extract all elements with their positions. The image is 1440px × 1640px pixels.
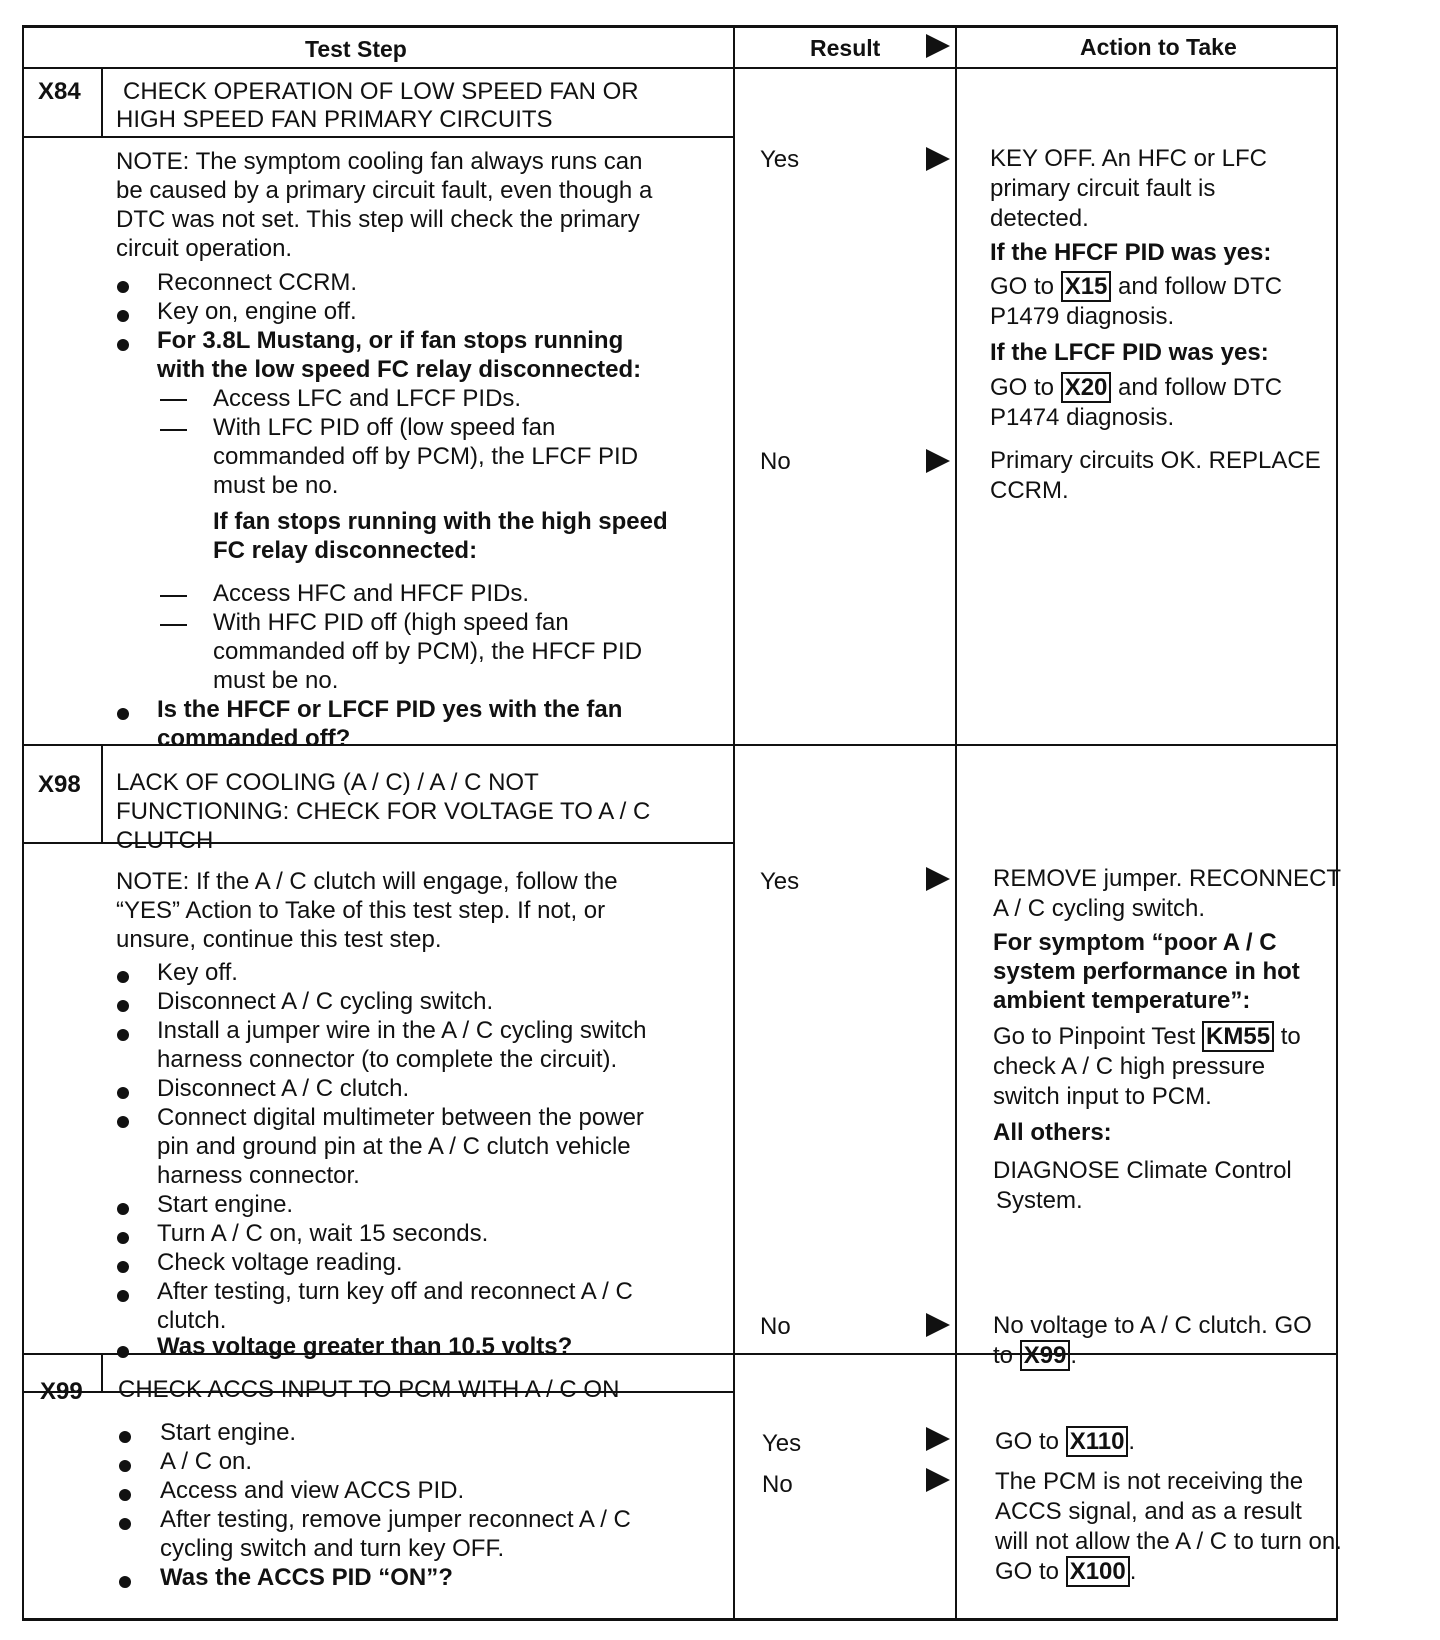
action-text: The PCM is not receiving the: [995, 1468, 1304, 1495]
action-go: [995, 1557, 1136, 1587]
instruction: pin and ground pin at the A / C clutch vehicle: [157, 1133, 631, 1160]
result-yes: Yes: [760, 868, 800, 895]
instruction: Key off.: [157, 959, 238, 986]
instruction: Disconnect A / C clutch.: [157, 1075, 410, 1102]
action-text: detected.: [990, 205, 1089, 232]
result-no: No: [760, 1313, 791, 1340]
step-title: FUNCTIONING: CHECK FOR VOLTAGE TO A / C: [116, 798, 651, 825]
action-text: will not allow the A / C to turn on.: [995, 1528, 1342, 1555]
result-no: No: [760, 448, 791, 475]
action-text: Primary circuits OK. REPLACE: [990, 447, 1321, 474]
sub-instruction: must be no.: [213, 667, 339, 694]
action-go-suffix: .: [1128, 1428, 1136, 1455]
step-reference-link[interactable]: X110: [1066, 1426, 1129, 1457]
action-text: DIAGNOSE Climate Control: [993, 1157, 1292, 1184]
step-title: CLUTCH: [116, 827, 214, 854]
step-question: commanded off?: [157, 725, 351, 752]
step-id: X98: [38, 771, 81, 798]
table-border-right: [1336, 25, 1338, 1620]
bullet-icon: [117, 1261, 129, 1273]
action-go-suffix: and follow DTC: [1111, 273, 1283, 300]
action-go-prefix: GO to: [995, 1428, 1066, 1455]
bullet-icon: [119, 1460, 131, 1472]
action-go-prefix: GO to: [995, 1558, 1066, 1585]
action-text: primary circuit fault is: [990, 175, 1216, 202]
action-go: [990, 373, 1282, 403]
action-text: P1474 diagnosis.: [990, 404, 1175, 431]
action-go-suffix: to: [1274, 1023, 1301, 1050]
bullet-icon: [119, 1489, 131, 1501]
dash-icon: [160, 624, 187, 626]
action-go: [993, 1341, 1077, 1371]
condition-heading: FC relay disconnected:: [213, 537, 478, 564]
header-divider: [22, 67, 1338, 69]
table-border-top: [22, 25, 1338, 28]
step-note: circuit operation.: [116, 235, 293, 262]
bullet-icon: [117, 1232, 129, 1244]
instruction: A / C on.: [160, 1448, 253, 1475]
bullet-icon: [117, 1116, 129, 1128]
bullet-icon: [117, 1000, 129, 1012]
arrow-icon: [926, 1468, 950, 1492]
bullet-icon: [117, 1346, 129, 1358]
action-text: check A / C high pressure: [993, 1053, 1266, 1080]
action-go: [993, 1022, 1301, 1052]
header-result: Result: [810, 35, 881, 61]
instruction: harness connector.: [157, 1162, 360, 1189]
instruction: cycling switch and turn key OFF.: [160, 1535, 505, 1562]
instruction: Start engine.: [157, 1191, 294, 1218]
step-title: CHECK OPERATION OF LOW SPEED FAN OR: [123, 78, 639, 105]
step-question: Is the HFCF or LFCF PID yes with the fan: [157, 696, 623, 723]
x84-title-divider: [22, 136, 735, 138]
action-text: CCRM.: [990, 477, 1069, 504]
sub-instruction: Access HFC and HFCF PIDs.: [213, 580, 530, 607]
step-title: HIGH SPEED FAN PRIMARY CIRCUITS: [116, 106, 553, 133]
instruction: Access and view ACCS PID.: [160, 1477, 465, 1504]
condition-heading: If fan stops running with the high speed: [213, 508, 668, 535]
step-question: Was the ACCS PID “ON”?: [160, 1564, 453, 1591]
action-go-prefix: Go to Pinpoint Test: [993, 1023, 1203, 1050]
step-id: X99: [40, 1378, 83, 1405]
bullet-icon: [117, 1203, 129, 1215]
action-condition: system performance in hot: [993, 958, 1300, 985]
action-text: P1479 diagnosis.: [990, 303, 1175, 330]
bullet-icon: [117, 310, 129, 322]
action-go: [995, 1427, 1135, 1457]
arrow-icon: [926, 1313, 950, 1337]
action-condition: All others:: [993, 1119, 1112, 1146]
bullet-icon: [117, 1290, 129, 1302]
header-arrow-icon: [926, 34, 950, 58]
action-text: KEY OFF. An HFC or LFC: [990, 145, 1267, 172]
action-go-suffix: .: [1129, 1558, 1137, 1585]
dash-icon: [160, 399, 187, 401]
bullet-icon: [119, 1431, 131, 1443]
instruction: Reconnect CCRM.: [157, 269, 358, 296]
instruction: Start engine.: [160, 1419, 297, 1446]
step-note: NOTE: If the A / C clutch will engage, follow the: [116, 868, 618, 895]
condition-heading: with the low speed FC relay disconnected:: [157, 356, 642, 383]
instruction: Install a jumper wire in the A / C cycling switch: [157, 1017, 647, 1044]
instruction: After testing, remove jumper reconnect A / C: [160, 1506, 631, 1533]
arrow-icon: [926, 449, 950, 473]
x84-id-divider: [101, 67, 103, 138]
bullet-icon: [117, 1029, 129, 1041]
sub-instruction: With HFC PID off (high speed fan: [213, 609, 569, 636]
arrow-icon: [926, 1427, 950, 1451]
instruction: Disconnect A / C cycling switch.: [157, 988, 494, 1015]
step-reference-link[interactable]: X100: [1066, 1556, 1130, 1587]
arrow-icon: [926, 147, 950, 171]
result-column-divider: [733, 25, 735, 1620]
arrow-icon: [926, 867, 950, 891]
condition-heading: For 3.8L Mustang, or if fan stops running: [157, 327, 624, 354]
action-condition: ambient temperature”:: [993, 987, 1251, 1014]
instruction: Key on, engine off.: [157, 298, 357, 325]
step-note: NOTE: The symptom cooling fan always runs can: [116, 148, 643, 175]
bullet-icon: [117, 281, 129, 293]
dash-icon: [160, 595, 187, 597]
bullet-icon: [117, 1087, 129, 1099]
instruction: harness connector (to complete the circuit).: [157, 1046, 618, 1073]
action-text: No voltage to A / C clutch. GO: [993, 1312, 1312, 1339]
sub-instruction: With LFC PID off (low speed fan: [213, 414, 556, 441]
step-reference-link[interactable]: X20: [1061, 372, 1112, 403]
action-text: switch input to PCM.: [993, 1083, 1212, 1110]
sub-instruction: commanded off by PCM), the HFCF PID: [213, 638, 643, 665]
header-action: Action to Take: [1080, 34, 1237, 60]
step-note: be caused by a primary circuit fault, even though a: [116, 177, 653, 204]
step-note: unsure, continue this test step.: [116, 926, 442, 953]
x99-id-divider: [101, 1353, 103, 1393]
result-yes: Yes: [760, 146, 800, 173]
bullet-icon: [119, 1576, 131, 1588]
bullet-icon: [117, 708, 129, 720]
instruction: Turn A / C on, wait 15 seconds.: [157, 1220, 489, 1247]
action-text: A / C cycling switch.: [993, 895, 1206, 922]
step-reference-link[interactable]: KM55: [1202, 1021, 1274, 1052]
step-note: DTC was not set. This step will check the primary: [116, 206, 640, 233]
action-condition: For symptom “poor A / C: [993, 929, 1277, 956]
step-reference-link[interactable]: X99: [1020, 1340, 1071, 1371]
instruction: Connect digital multimeter between the power: [157, 1104, 644, 1131]
step-reference-link[interactable]: X15: [1061, 271, 1112, 302]
instruction: clutch.: [157, 1307, 227, 1334]
step-question: Was voltage greater than 10.5 volts?: [157, 1333, 573, 1360]
sub-instruction: commanded off by PCM), the LFCF PID: [213, 443, 639, 470]
action-text: ACCS signal, and as a result: [995, 1498, 1302, 1525]
action-condition: If the HFCF PID was yes:: [990, 239, 1272, 266]
instruction: Check voltage reading.: [157, 1249, 403, 1276]
step-title: LACK OF COOLING (A / C) / A / C NOT: [116, 769, 539, 796]
sub-instruction: must be no.: [213, 472, 339, 499]
action-go-suffix: .: [1070, 1342, 1078, 1369]
result-no: No: [762, 1471, 793, 1498]
table-border-bottom: [22, 1618, 1338, 1621]
sub-instruction: Access LFC and LFCF PIDs.: [213, 385, 522, 412]
bullet-icon: [117, 339, 129, 351]
result-yes: Yes: [762, 1430, 802, 1457]
action-text: System.: [996, 1187, 1083, 1214]
step-note: “YES” Action to Take of this test step. If not, or: [116, 897, 606, 924]
action-go-prefix: to: [993, 1342, 1020, 1369]
header-test-step: Test Step: [305, 36, 407, 62]
bullet-icon: [117, 971, 129, 983]
action-go: [990, 272, 1282, 302]
step-id: X84: [38, 78, 81, 105]
dash-icon: [160, 429, 187, 431]
bullet-icon: [119, 1518, 131, 1530]
action-condition: If the LFCF PID was yes:: [990, 339, 1269, 366]
step-title: CHECK ACCS INPUT TO PCM WITH A / C ON: [118, 1376, 620, 1403]
action-go-prefix: GO to: [990, 374, 1061, 401]
instruction: After testing, turn key off and reconnect A / C: [157, 1278, 633, 1305]
action-go-suffix: and follow DTC: [1111, 374, 1283, 401]
action-column-divider: [955, 25, 957, 1620]
x98-id-divider: [101, 744, 103, 844]
table-border-left: [22, 25, 24, 1620]
action-go-prefix: GO to: [990, 273, 1061, 300]
action-text: REMOVE jumper. RECONNECT: [993, 865, 1342, 892]
